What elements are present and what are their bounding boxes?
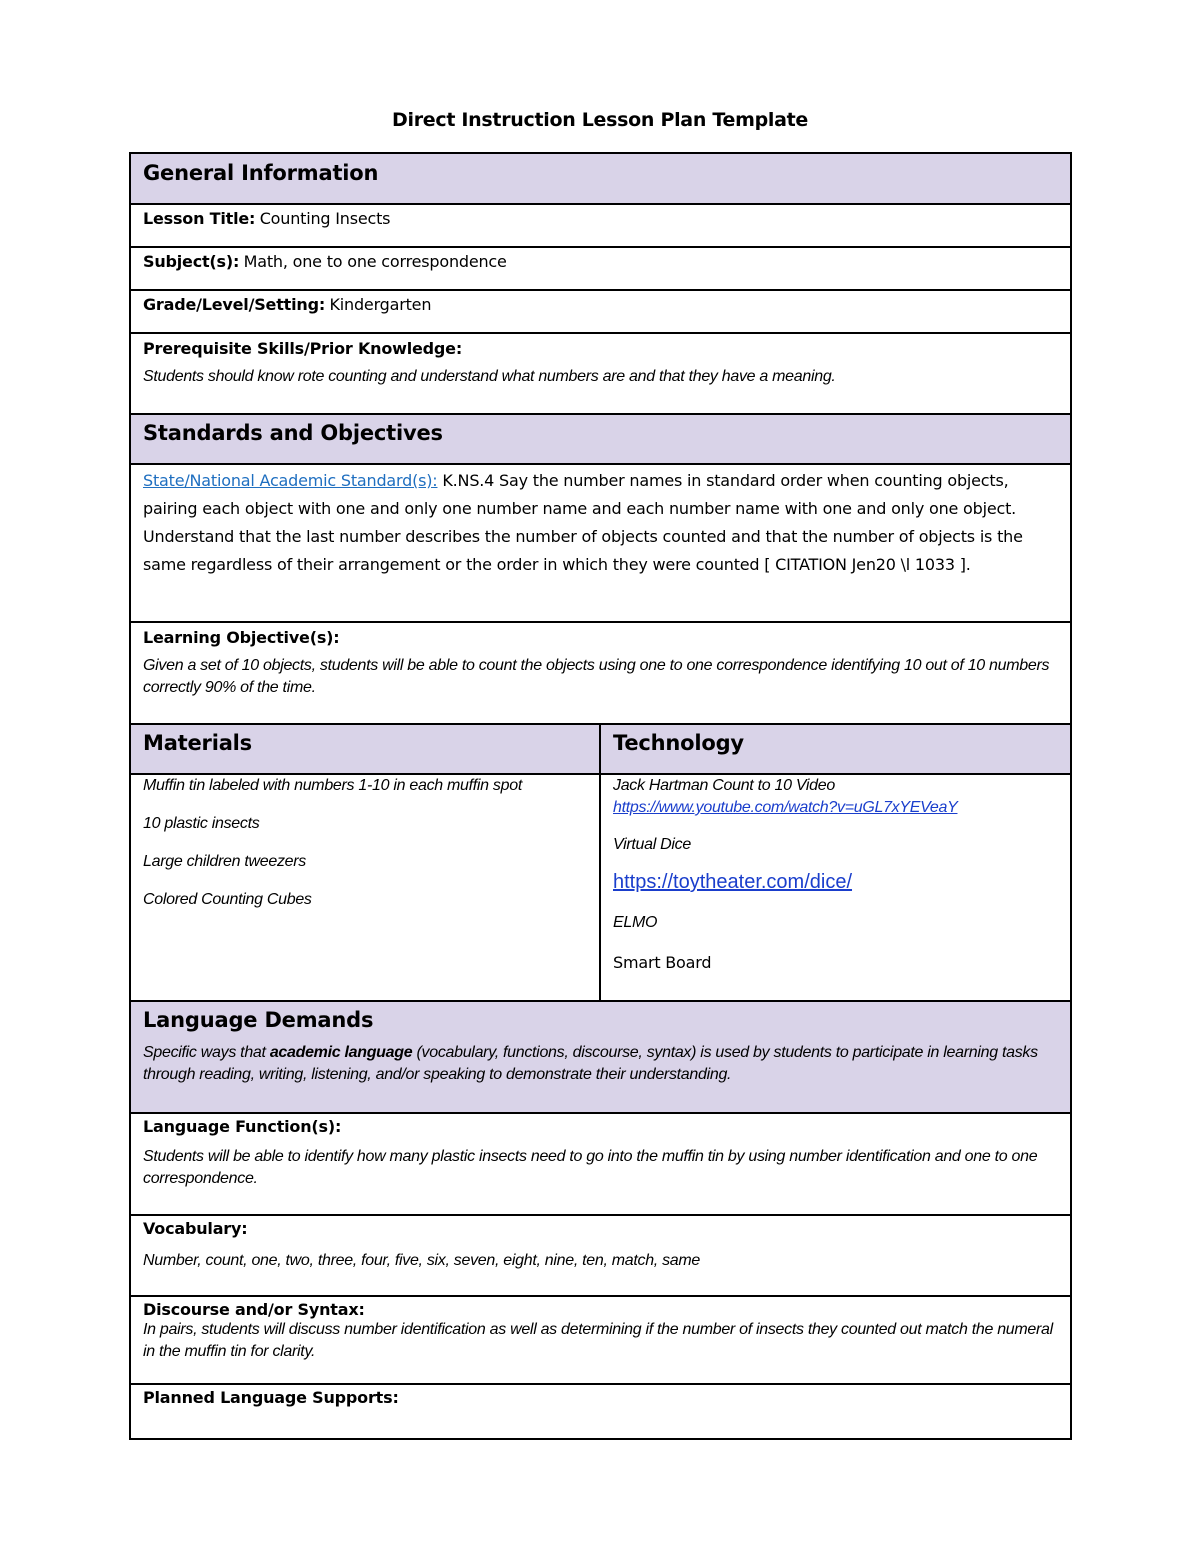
technology-header: [600, 724, 1071, 774]
smart-board-item: Smart Board: [613, 953, 712, 972]
language-intro-bold: academic language: [269, 1044, 413, 1061]
grade-label: Grade/Level/Setting:: [143, 295, 326, 314]
standard-link[interactable]: State/National Academic Standard(s):: [143, 471, 438, 490]
function-row: [130, 1113, 1071, 1215]
lesson-title-value: Counting Insects: [259, 209, 391, 228]
vocab-label: Vocabulary:: [143, 1219, 248, 1238]
prereq-value: Students should know rote counting and understand what numbers are and that they have a meaning.: [143, 368, 836, 385]
materials-list: [130, 774, 600, 1001]
subjects-value: Math, one to one correspondence: [243, 252, 507, 271]
grade-value: Kindergarten: [329, 295, 432, 314]
standard-row: [130, 464, 1071, 622]
language-header: [130, 1001, 1071, 1113]
technology-heading: Technology: [613, 731, 744, 755]
material-item: Large children tweezers: [143, 853, 306, 870]
prereq-label: Prerequisite Skills/Prior Knowledge:: [143, 339, 463, 358]
dice-link[interactable]: https://toytheater.com/dice/: [613, 871, 853, 893]
language-intro-end: (vocabulary, functions, discourse, syntax) is used by students to participate in learning tasks through reading, writing, listening, and/or speaking to demonstrate their understanding.: [143, 1044, 1038, 1083]
dice-title: Virtual Dice: [613, 836, 691, 853]
lesson-title-row: [130, 204, 1071, 247]
objective-row: [130, 622, 1071, 724]
materials-header: [130, 724, 600, 774]
grade-row: [130, 290, 1071, 333]
objective-label: Learning Objective(s):: [143, 628, 340, 647]
subjects-label: Subject(s):: [143, 252, 240, 271]
discourse-label: Discourse and/or Syntax:: [143, 1300, 365, 1319]
vocab-value: Number, count, one, two, three, four, five, six, seven, eight, nine, ten, match, same: [143, 1252, 701, 1269]
general-info-heading: General Information: [143, 161, 379, 185]
discourse-row: [130, 1296, 1071, 1384]
general-info-header: [130, 153, 1071, 204]
function-label: Language Function(s):: [143, 1117, 342, 1136]
video-title: Jack Hartman Count to 10 Video: [613, 777, 835, 794]
language-intro: [143, 1042, 1058, 1086]
discourse-value: In pairs, students will discuss number identification as well as determining if the number of insects they counted out match the numeral in the muffin tin for clarity.: [143, 1321, 1053, 1360]
language-heading: Language Demands: [143, 1008, 374, 1032]
supports-label: Planned Language Supports:: [143, 1388, 399, 1407]
material-item: Muffin tin labeled with numbers 1-10 in each muffin spot: [143, 777, 522, 794]
prereq-row: [130, 333, 1071, 414]
standard-text: K.NS.4 Say the number names in standard order when counting objects, pairing each object with one and only one number name and each number name with one and only one object. Understand that the last number describes the number of objects counted and that the number of objects is the same regardless of their arrangement or the order in which they were counted [ CITATION Jen20 \l 1033 ].: [143, 471, 1023, 574]
vocab-row: [130, 1215, 1071, 1296]
material-item: 10 plastic insects: [143, 815, 260, 832]
lesson-title-label: Lesson Title:: [143, 209, 256, 228]
language-intro-start: Specific ways that: [143, 1044, 270, 1061]
supports-row: [130, 1384, 1071, 1439]
elmo-item: ELMO: [613, 914, 658, 931]
subjects-row: [130, 247, 1071, 290]
function-value: Students will be able to identify how many plastic insects need to go into the muffin tin by using number identification and one to one correspondence.: [143, 1148, 1038, 1187]
technology-list: [600, 774, 1071, 1001]
standards-header: [130, 414, 1071, 464]
standards-heading: Standards and Objectives: [143, 421, 443, 445]
video-link[interactable]: https://www.youtube.com/watch?v=uGL7xYEVeaY: [613, 799, 958, 816]
material-item: Colored Counting Cubes: [143, 891, 312, 908]
objective-value: Given a set of 10 objects, students will be able to count the objects using one to one correspondence identifying 10 out of 10 numbers correctly 90% of the time.: [143, 657, 1050, 696]
lesson-plan-table: [129, 152, 1072, 1440]
materials-heading: Materials: [143, 731, 252, 755]
document-title: Direct Instruction Lesson Plan Template: [392, 109, 808, 131]
